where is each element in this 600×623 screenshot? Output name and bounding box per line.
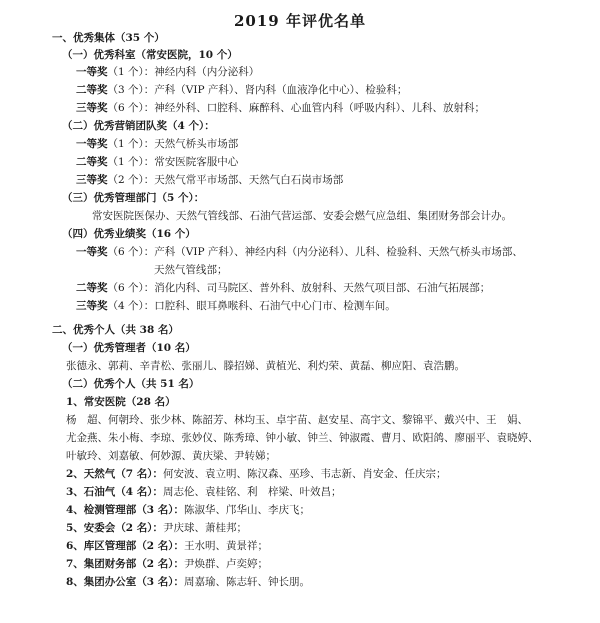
award-count: （1 个）：	[107, 66, 155, 78]
award-text: 产科（VIP 产科）、神经内科（内分泌科）、儿科、检验科、天然气桥头市场部、	[154, 246, 523, 258]
award-label: 二等奖	[76, 156, 108, 168]
award-label: 二等奖	[76, 84, 108, 96]
award-count: （2 个）：	[107, 174, 155, 186]
group-text: 周嘉瑜、陈志轩、钟长朋。	[184, 576, 311, 588]
managers-list: 张德永、郭莉、辛青松、张丽儿、滕招娣、黄植光、利灼荣、黄磊、柳应阳、袁浩鹏。	[66, 360, 465, 372]
award-text: 神经外科、口腔科、麻醉科、心血管内科（呼吸内科）、儿科、放射科；	[154, 102, 486, 114]
sub2-row-3	[76, 173, 343, 187]
sub4-row-1-continued: 天然气管线部；	[154, 264, 228, 276]
group-count: （4 名）：	[115, 486, 164, 498]
group-text: 尹庆球、萧桂邦；	[163, 522, 248, 534]
sub4-heading: （四）优秀业绩奖（16 个）	[62, 228, 196, 240]
group-label: 8、集团办公室	[66, 576, 137, 588]
award-label: 一等奖	[76, 66, 108, 78]
group-5	[66, 521, 247, 535]
group-count: （3 名）：	[136, 504, 185, 516]
sub4-row-1	[76, 245, 523, 259]
award-text: 天然气桥头市场部	[154, 138, 239, 150]
group-text: 王水明、黄景祥；	[184, 540, 269, 552]
group-label: 7、集团财务部	[66, 558, 137, 570]
group-text: 尹焕群、卢奕婷；	[184, 558, 269, 570]
group-7	[66, 557, 268, 571]
document-title: 2019 年评优名单	[234, 12, 366, 30]
award-count: （3 个）：	[107, 84, 155, 96]
group-count: （2 名）：	[115, 522, 164, 534]
group-text: 周志伦、袁桂铭、利 梓梁、叶效昌；	[163, 486, 342, 498]
award-count: （6 个）：	[107, 246, 155, 258]
sub2-row-1	[76, 137, 238, 151]
sub1-row-2	[76, 83, 407, 97]
sub2-heading: （二）优秀营销团队奖（4 个）：	[62, 120, 215, 132]
group-label: 4、检测管理部	[66, 504, 137, 516]
award-text: 神经内科（内分泌科）	[154, 66, 260, 78]
award-label: 三等奖	[76, 102, 108, 114]
award-text: 天然气常平市场部、天然气白石岗市场部	[154, 174, 344, 186]
award-label: 二等奖	[76, 282, 108, 294]
group-8	[66, 575, 310, 589]
award-text: 口腔科、眼耳鼻喉科、石油气中心门市、检测车间。	[154, 300, 396, 312]
award-text: 常安医院客服中心	[154, 156, 239, 168]
award-label: 一等奖	[76, 246, 108, 258]
award-label: 一等奖	[76, 138, 108, 150]
award-count: （4 个）：	[107, 300, 155, 312]
sub3-heading: （三）优秀管理部门（5 个）：	[62, 192, 205, 204]
award-text: 消化内科、司马院区、普外科、放射科、天然气项目部、石油气拓展部；	[154, 282, 491, 294]
group-4	[66, 503, 310, 517]
managers-heading: （一）优秀管理者（10 名）	[62, 342, 196, 354]
sub1-heading: （一）优秀科室（常安医院，10 个）	[62, 49, 238, 61]
group-text: 陈淑华、邝华山、李庆飞；	[184, 504, 311, 516]
sub3-text: 常安医院医保办、天然气管线部、石油气营运部、安委会燃气应急组、集团财务部会计办。	[92, 210, 512, 222]
group-1-line-1: 杨 超、何朝玲、张少林、陈韶芳、林均玉、卓宇苗、赵安星、高宇文、黎锦平、戴兴中、王 娟、	[66, 414, 528, 426]
group-label: 3、石油气	[66, 486, 116, 498]
group-3	[66, 485, 342, 499]
group-count: （2 名）：	[136, 540, 185, 552]
sub4-row-3	[76, 299, 396, 313]
award-label: 三等奖	[76, 300, 108, 312]
group-count: （2 名）：	[136, 558, 185, 570]
group-count: （28 名）	[125, 396, 176, 408]
award-count: （6 个）：	[107, 282, 155, 294]
group-label: 2、天然气	[66, 468, 116, 480]
group-6	[66, 539, 268, 553]
sub4-row-2	[76, 281, 490, 295]
group-1-line-2: 尤金燕、朱小梅、李琼、张妙仪、陈秀璋、钟小敏、钟兰、钟淑霞、曹月、欧阳鸽、廖丽平、袁晓婷、	[66, 432, 539, 444]
award-label: 三等奖	[76, 174, 108, 186]
sub2-row-2	[76, 155, 238, 169]
section-1-heading: 一、优秀集体（35 个）	[52, 32, 165, 44]
award-text: 产科（VIP 产科）、肾内科（血液净化中心）、检验科；	[154, 84, 408, 96]
award-count: （1 个）：	[107, 138, 155, 150]
section-2-heading: 二、优秀个人（共 38 名）	[52, 324, 179, 336]
group-text: 何安波、袁立明、陈汉森、巫珍、韦志新、肖安金、任庆宗；	[163, 468, 447, 480]
group-count: （7 名）：	[115, 468, 164, 480]
group-count: （3 名）：	[136, 576, 185, 588]
sub1-row-3	[76, 101, 485, 115]
group-2	[66, 467, 447, 481]
group-label: 6、库区管理部	[66, 540, 137, 552]
group-label: 5、安委会	[66, 522, 116, 534]
group-1-line-3: 叶敏玲、刘嘉敏、何妙源、黄庆梁、尹转娣；	[66, 450, 276, 462]
group-label: 1、常安医院	[66, 396, 126, 408]
sub1-row-1	[76, 65, 259, 79]
individuals-heading: （二）优秀个人（共 51 名）	[62, 378, 200, 390]
award-count: （1 个）：	[107, 156, 155, 168]
group-1-heading	[66, 395, 176, 409]
award-count: （6 个）：	[107, 102, 155, 114]
